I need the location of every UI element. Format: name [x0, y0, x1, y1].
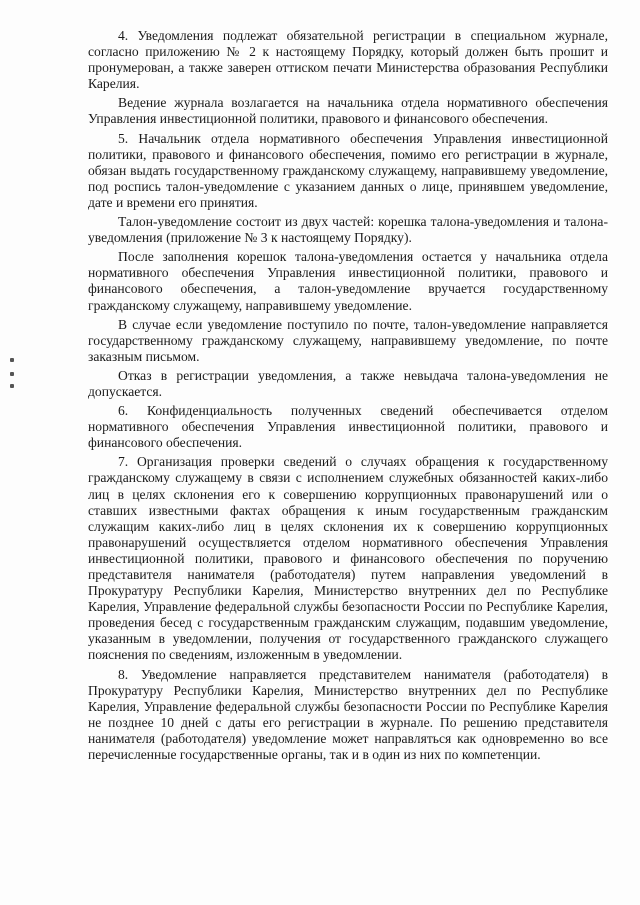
scan-margin-mark — [10, 384, 14, 388]
paragraph-5-talon: Талон-уведомление состоит из двух частей: корешка талона-уведомления и талона-уведомления (приложение № 3 к настоящему Порядку). — [88, 214, 608, 246]
paragraph-7: 7. Организация проверки сведений о случаях обращения к государственному гражданскому служащему в связи с исполнением служебных обязанностей каких-либо лиц в целях склонения его к совершению коррупционных правонарушений или о ставших известными фактах обращения к иным государственным гражданским служащим каких-либо лиц в целях склонения их к совершению коррупционных правонарушений осуществляется отделом нормативного обеспечения Управления инвестиционной политики, правового и финансового обеспечения по поручению представителя нанимателя (работодателя) путем направления уведомлений в Прокуратуру Республики Карелия, Министерство внутренних дел по Республике Карелия, Управление федеральной службы безопасности России по Республике Карелия, проведения бесед с государственным гражданским служащим, подавшим уведомление, указанным в уведомлении, получения от государственного гражданского служащего пояснения по сведениям, изложенным в уведомлении. — [88, 454, 608, 663]
paragraph-4: 4. Уведомления подлежат обязательной регистрации в специальном журнале, согласно приложению № 2 к настоящему Порядку, который должен быть прошит и пронумерован, а также заверен оттиском печати Министерства образования Республики Карелия. — [88, 28, 608, 92]
paragraph-6: 6. Конфиденциальность полученных сведений обеспечивается отделом нормативного обеспечения Управления инвестиционной политики, правового и финансового обеспечения. — [88, 403, 608, 451]
scan-margin-mark — [10, 358, 14, 362]
paragraph-4-journal: Ведение журнала возлагается на начальника отдела нормативного обеспечения Управления инвестиционной политики, правового и финансового обеспечения. — [88, 95, 608, 127]
paragraph-5: 5. Начальник отдела нормативного обеспечения Управления инвестиционной политики, правового и финансового обеспечения, помимо его регистрации в журнале, обязан выдать государственному гражданскому служащему, направившему уведомление, под роспись талон-уведомление с указанием данных о лице, принявшем уведомление, дате и времени его принятия. — [88, 130, 608, 210]
scan-margin-mark — [10, 372, 14, 376]
paragraph-5-refusal: Отказ в регистрации уведомления, а также невыдача талона-уведомления не допускается. — [88, 367, 608, 399]
paragraph-8: 8. Уведомление направляется представителем нанимателя (работодателя) в Прокуратуру Республики Карелия, Министерство внутренних дел по Республике Карелия, Управление федеральной службы безопасности России по Республике Карелия не позднее 10 дней с даты его регистрации в журнале. По решению представителя нанимателя (работодателя) уведомление может направляться как одновременно во все перечисленные государственные органы, так и в один из них по компетенции. — [88, 666, 608, 763]
paragraph-5-after: После заполнения корешок талона-уведомления остается у начальника отдела нормативного обеспечения Управления инвестиционной политики, правового и финансового обеспечения, а талон-уведомление вручается государственному гражданскому служащему, направившему уведомление. — [88, 249, 608, 313]
paragraph-5-post: В случае если уведомление поступило по почте, талон-уведомление направляется государственному гражданскому служащему, направившему уведомление, по почте заказным письмом. — [88, 316, 608, 364]
document-body — [88, 28, 608, 766]
